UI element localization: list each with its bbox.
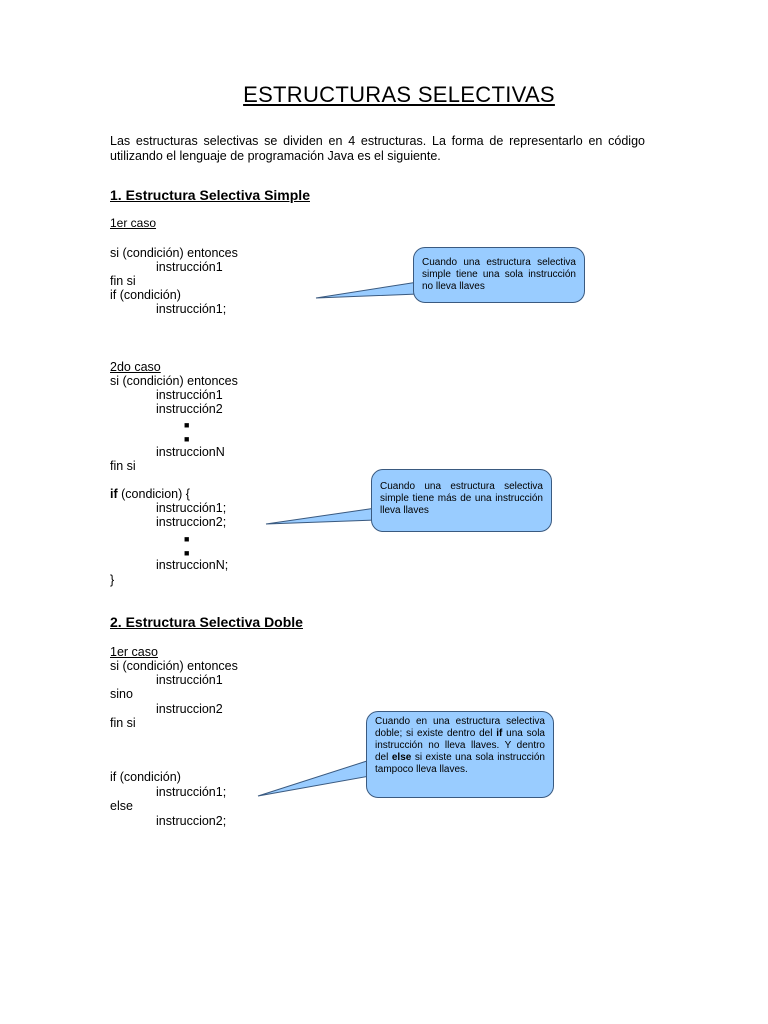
page-title: ESTRUCTURAS SELECTIVAS: [243, 82, 555, 107]
keyword-if: if: [496, 728, 503, 739]
code-line: instrucción1: [156, 260, 223, 274]
code-line: instrucción1;: [156, 785, 227, 799]
code-line: if (condición): [110, 770, 181, 784]
keyword-else: else: [391, 752, 412, 763]
bubble-text: Cuando en una estructura selectiva doble; si existe dentro del: [375, 716, 545, 739]
callout-tail: [258, 760, 370, 796]
case-label: 1er caso: [110, 645, 158, 659]
code-line: instruccion2;: [156, 515, 227, 529]
ellipsis-dot: ■: [184, 434, 190, 444]
bubble-text: una sola instrucción no lleva llaves. Y dentro del: [375, 728, 545, 763]
code-line: instrucción1;: [156, 501, 227, 515]
code-line: else: [110, 799, 133, 813]
code-line: [110, 487, 190, 501]
ellipsis-dot: ■: [184, 548, 190, 558]
code-line: instrucción1: [156, 673, 223, 687]
code-line: fin si: [110, 459, 136, 473]
code-line: instrucción1;: [156, 302, 227, 316]
code-line: instrucción2: [156, 402, 223, 416]
code-line: fin si: [110, 716, 136, 730]
intro-paragraph: Las estructuras selectivas se dividen en 4 estructuras. La forma de representarlo en código utilizando el lenguaje de programación Java es el siguiente.: [110, 134, 645, 163]
code-line: }: [110, 573, 115, 587]
code-line: instruccion2: [156, 702, 223, 716]
ellipsis-dot: ■: [184, 534, 190, 544]
callout-bubble: [366, 711, 554, 798]
code-line: if (condición): [110, 288, 181, 302]
code-line: instruccion2;: [156, 814, 227, 828]
code-line: si (condición) entonces: [110, 246, 238, 260]
bubble-text: si existe una sola instrucción tampoco lleva llaves.: [375, 752, 545, 775]
section-heading-double: 2. Estructura Selectiva Doble: [110, 614, 303, 630]
ellipsis-dot: ■: [184, 420, 190, 430]
callout-bubble: Cuando una estructura selectiva simple tiene más de una instrucción lleva llaves: [371, 469, 552, 532]
callout-tail: [266, 508, 376, 524]
code-text: (condicion) {: [121, 487, 190, 501]
code-line: fin si: [110, 274, 136, 288]
callout-tail: [316, 282, 418, 298]
code-line: instrucción1: [156, 388, 223, 402]
keyword-if: if: [110, 487, 118, 501]
callout-bubble: Cuando una estructura selectiva simple tiene una sola instrucción no lleva llaves: [413, 247, 585, 303]
code-line: instruccionN: [156, 445, 225, 459]
code-line: sino: [110, 687, 133, 701]
code-line: si (condición) entonces: [110, 659, 238, 673]
case-label: 1er caso: [110, 216, 157, 230]
code-line: si (condición) entonces: [110, 374, 238, 388]
code-line: instruccionN;: [156, 558, 229, 572]
case-label: 2do caso: [110, 360, 161, 374]
section-heading-simple: 1. Estructura Selectiva Simple: [110, 187, 310, 203]
